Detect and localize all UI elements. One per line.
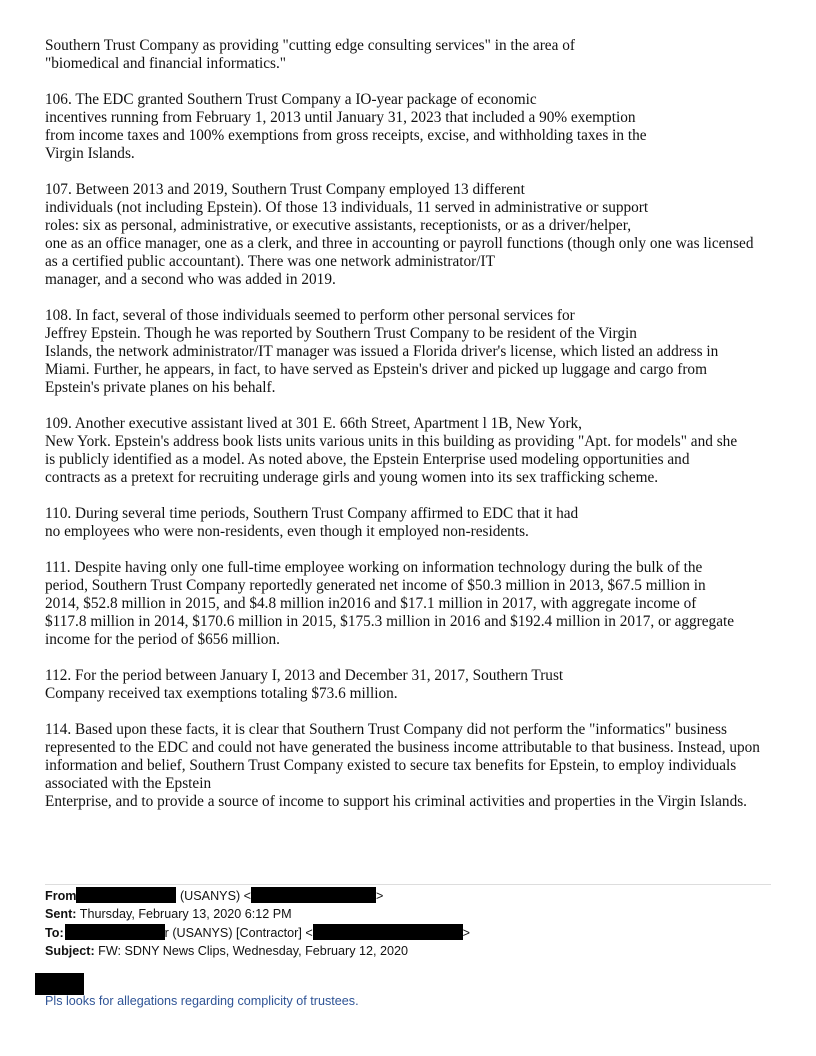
text-line: Southern Trust Company as providing "cutting edge consulting services" in the area of: [45, 37, 575, 54]
text-line: one as an office manager, one as a clerk, and three in accounting or payroll functions (though only one was licensed: [45, 235, 754, 252]
paragraph: [45, 37, 785, 73]
text-line: Virgin Islands.: [45, 145, 135, 162]
sent-value: Thursday, February 13, 2020 6:12 PM: [76, 907, 292, 922]
paragraph: [45, 181, 785, 289]
text-line: contracts as a pretext for recruiting underage girls and young women into its sex trafficking scheme.: [45, 469, 659, 486]
text-line: associated with the Epstein: [45, 775, 212, 792]
text-line: 110. During several time periods, Southern Trust Company affirmed to EDC that it had: [45, 505, 579, 522]
to-close: >: [462, 925, 471, 940]
redaction-box: [251, 887, 376, 903]
text-line: is publicly identified as a model. As noted above, the Epstein Enterprise used modeling opportunities and: [45, 451, 690, 468]
text-line: manager, and a second who was added in 2019.: [45, 271, 336, 288]
text-line: 108. In fact, several of those individuals seemed to perform other personal services for: [45, 307, 575, 324]
to-org: r (USANYS) [Contractor] <: [164, 925, 313, 940]
text-line: no employees who were non-residents, even though it employed non-residents.: [45, 523, 529, 540]
subject-label: Subject:: [45, 943, 95, 958]
text-line: represented to the EDC and could not have generated the business income attributable to that business. Instead, upon: [45, 739, 760, 756]
text-line: as a certified public accountant). There was one network administrator/IT: [45, 253, 495, 270]
text-line: 107. Between 2013 and 2019, Southern Trust Company employed 13 different: [45, 181, 525, 198]
text-line: individuals (not including Epstein). Of those 13 individuals, 11 served in administrative or support: [45, 199, 649, 216]
paragraph: [45, 307, 785, 397]
text-line: Epstein's private planes on his behalf.: [45, 379, 276, 396]
text-line: income for the period of $656 million.: [45, 631, 280, 648]
text-line: Jeffrey Epstein. Though he was reported by Southern Trust Company to be resident of the Virgin: [45, 325, 637, 342]
subject-value: FW: SDNY News Clips, Wednesday, February 12, 2020: [94, 943, 409, 958]
text-line: roles: six as personal, administrative, or executive assistants, receptionists, or as a driver/helper,: [45, 217, 632, 234]
redaction-box: [313, 924, 463, 940]
text-line: 112. For the period between January I, 2013 and December 31, 2017, Southern Trust: [45, 667, 564, 684]
to-label: To:: [45, 925, 64, 940]
paragraph: [45, 559, 785, 649]
text-line: incentives running from February 1, 2013 until January 31, 2023 that included a 90% exemption: [45, 109, 636, 126]
email-subject: [45, 942, 771, 960]
document-body: [45, 37, 785, 829]
text-line: Miami. Further, he appears, in fact, to have served as Epstein's driver and picked up luggage and cargo from: [45, 361, 707, 378]
text-line: from income taxes and 100% exemptions from gross receipts, excise, and withholding taxes in the: [45, 127, 647, 144]
text-line: 114. Based upon these facts, it is clear that Southern Trust Company did not perform the "informatics" business: [45, 721, 727, 738]
paragraph: [45, 667, 785, 703]
redaction-box: [76, 887, 176, 903]
redaction-box: [65, 924, 165, 940]
text-line: Enterprise, and to provide a source of income to support his criminal activities and properties in the Virgin Islands.: [45, 793, 748, 810]
email-sent: [45, 905, 771, 923]
text-line: 106. The EDC granted Southern Trust Company a IO-year package of economic: [45, 91, 537, 108]
text-line: "biomedical and financial informatics.": [45, 55, 287, 72]
text-line: Islands, the network administrator/IT manager was issued a Florida driver's license, which listed an address in: [45, 343, 719, 360]
from-close: >: [376, 889, 384, 903]
text-line: 111. Despite having only one full-time employee working on information technology during the bulk of the: [45, 559, 703, 576]
paragraph: [45, 91, 785, 163]
from-label: From: [45, 889, 77, 903]
email-note: Pls looks for allegations regarding complicity of trustees.: [45, 994, 359, 1008]
text-line: period, Southern Trust Company reportedly generated net income of $50.3 million in 2013, $67.5 million in: [45, 577, 706, 594]
sent-label: Sent:: [45, 907, 77, 922]
paragraph: [45, 415, 785, 487]
text-line: Company received tax exemptions totaling $73.6 million.: [45, 685, 398, 702]
paragraph: [45, 721, 785, 811]
text-line: New York. Epstein's address book lists units various units in this building as providing "Apt. for models" and she: [45, 433, 738, 450]
email-from: [45, 887, 771, 905]
redaction-box: [35, 973, 84, 995]
email-header: [45, 884, 771, 960]
paragraph: [45, 505, 785, 541]
from-org: (USANYS) <: [176, 889, 252, 903]
text-line: $117.8 million in 2014, $170.6 million in 2015, $175.3 million in 2016 and $192.4 million in 2017, or aggregate: [45, 613, 735, 630]
email-to: [45, 924, 771, 942]
text-line: 2014, $52.8 million in 2015, and $4.8 million in2016 and $17.1 million in 2017, with aggregate income of: [45, 595, 697, 612]
text-line: 109. Another executive assistant lived at 301 E. 66th Street, Apartment l 1B, New York,: [45, 415, 583, 432]
text-line: information and belief, Southern Trust Company existed to secure tax benefits for Epstein, to employ individuals: [45, 757, 737, 774]
